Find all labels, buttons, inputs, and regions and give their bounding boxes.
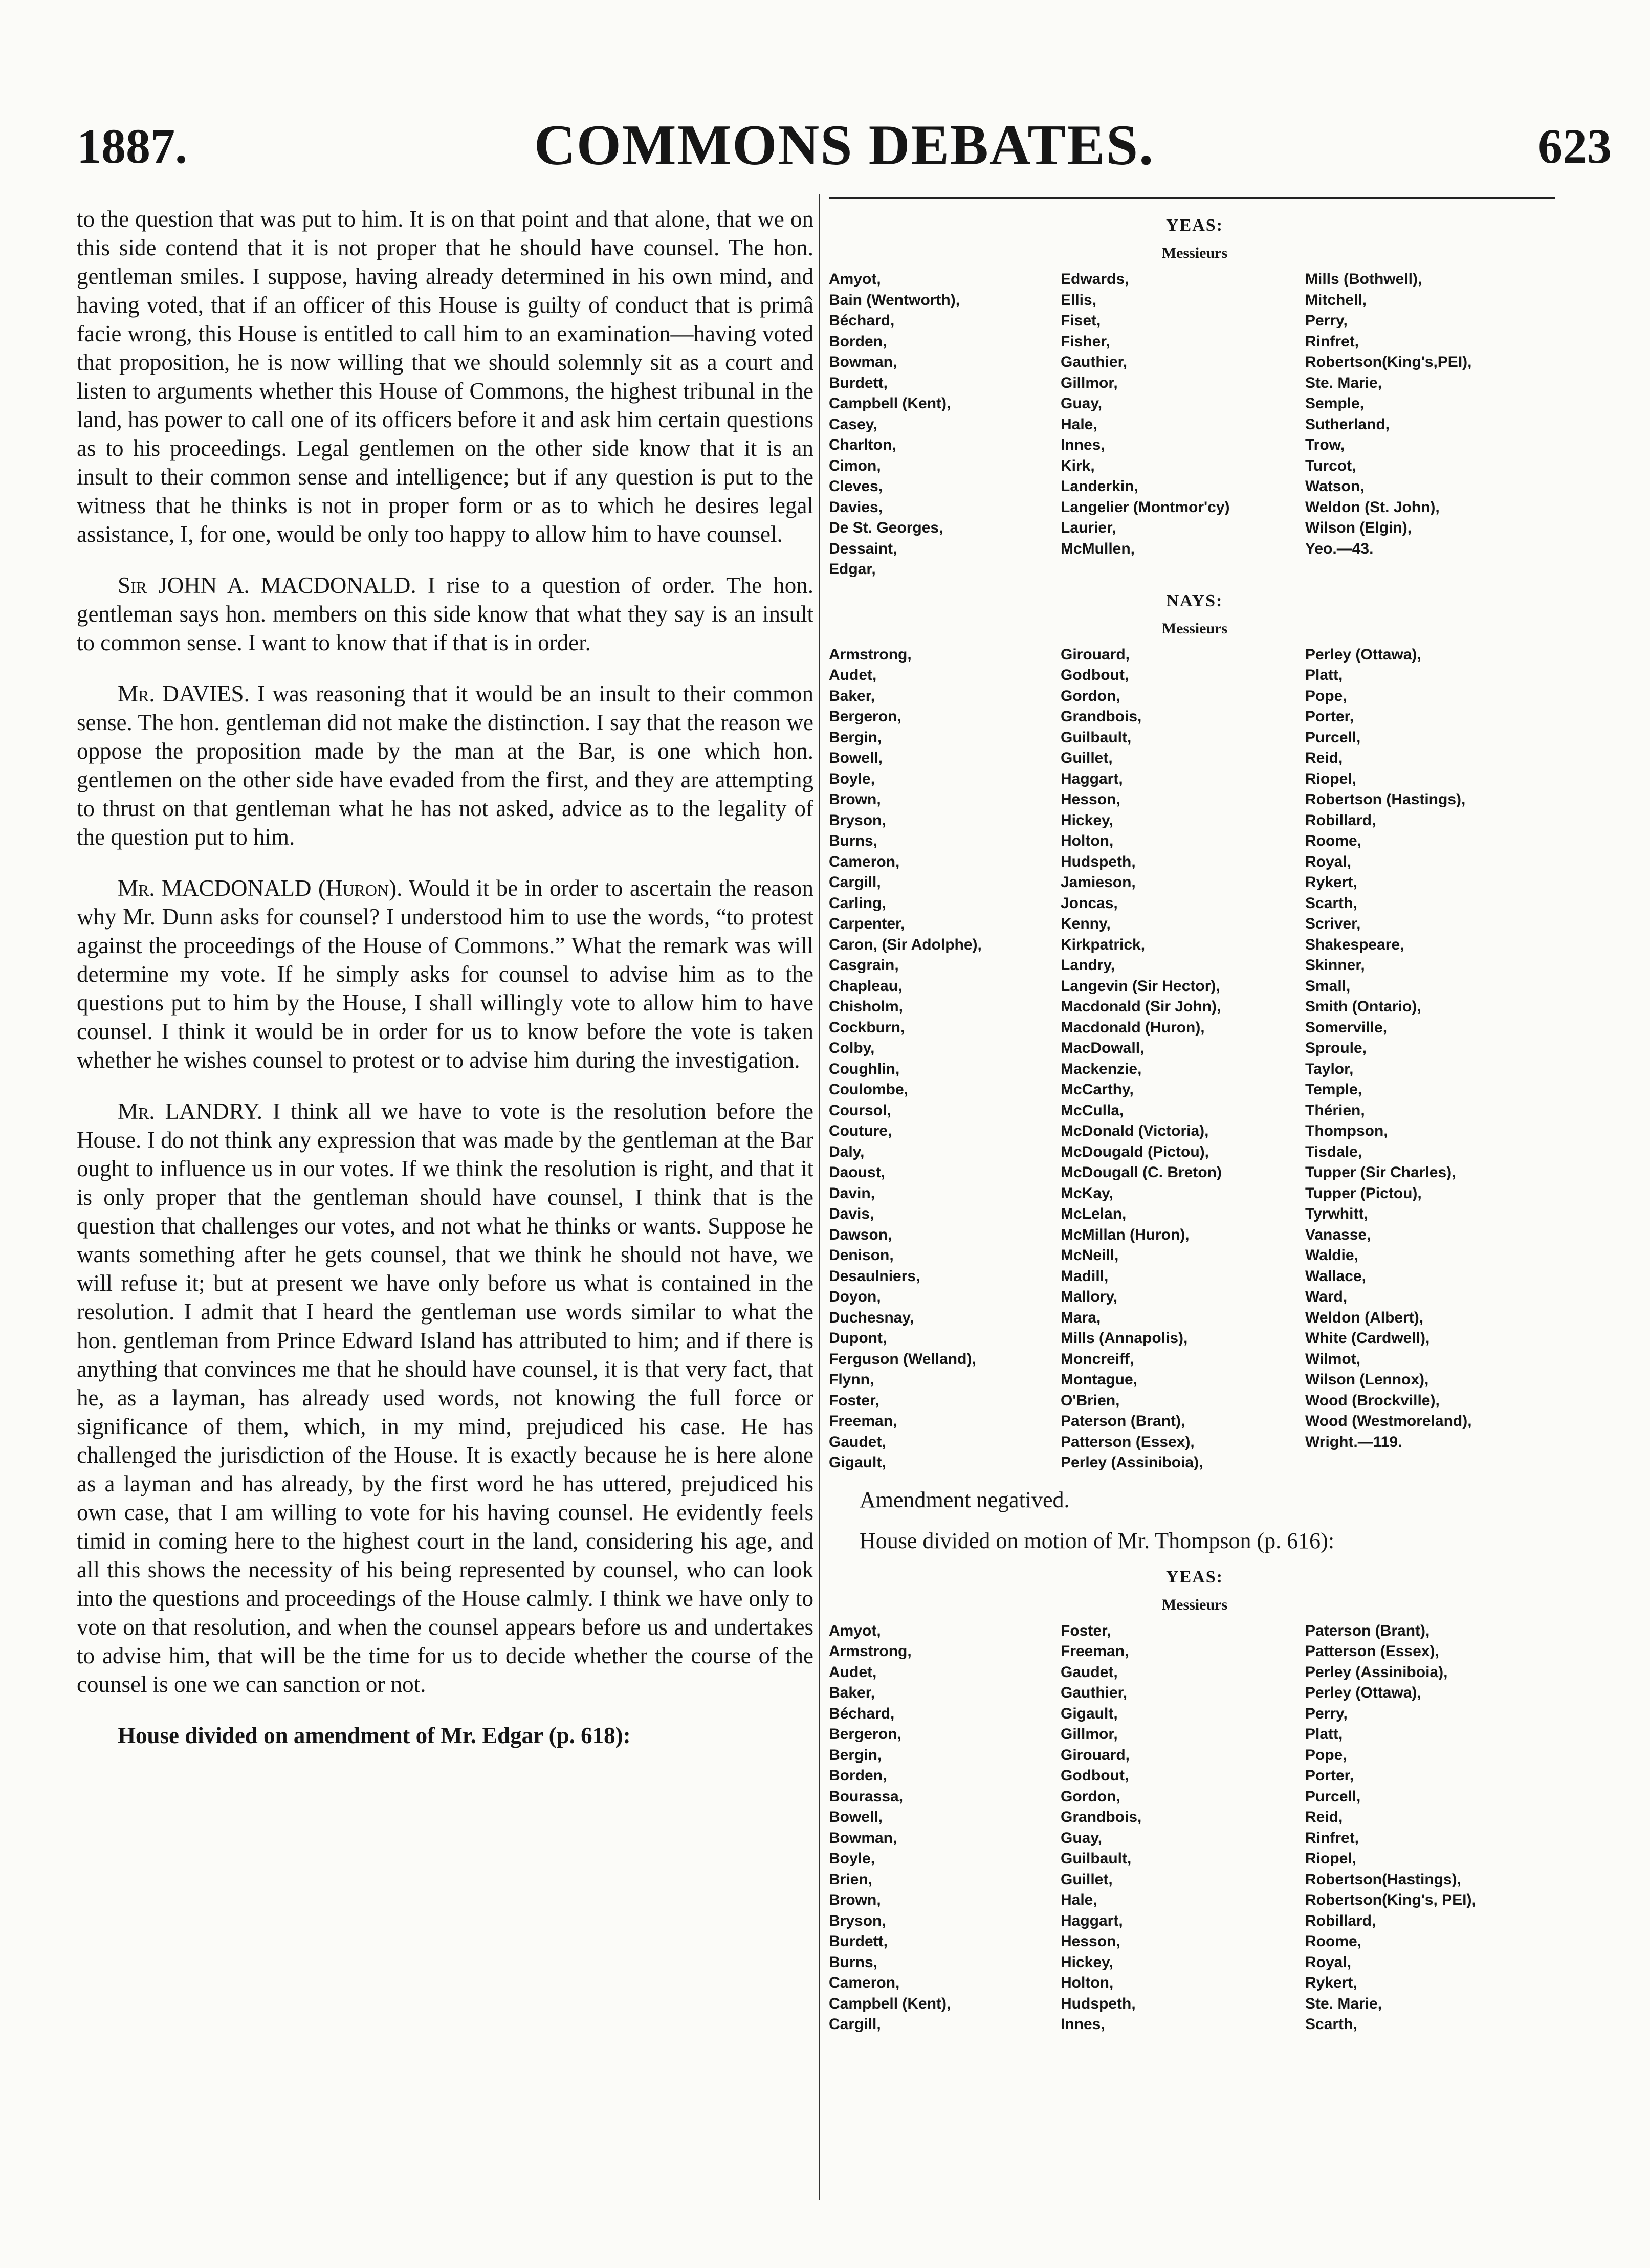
- member-name: Moncreiff,: [1061, 1350, 1134, 1368]
- name-column: [829, 1621, 1057, 2035]
- member-name: Robertson(Hastings),: [1305, 1870, 1462, 1888]
- member-name: Tupper (Sir Charles),: [1305, 1164, 1456, 1181]
- member-name: Haggart,: [1061, 770, 1123, 787]
- member-name: Bowell,: [829, 1809, 883, 1825]
- member-name: Godbout,: [1061, 1767, 1129, 1784]
- member-name: Mackenzie,: [1061, 1060, 1142, 1077]
- nays-names-grid: [829, 645, 1560, 1473]
- member-name: Edgar,: [829, 561, 876, 578]
- member-name: Couture,: [829, 1122, 892, 1139]
- member-name: McKay,: [1061, 1184, 1113, 1202]
- member-name: Godbout,: [1061, 667, 1129, 684]
- member-name: Wilson (Lennox),: [1305, 1371, 1429, 1388]
- messieurs-label: Messieurs: [1161, 1596, 1228, 1613]
- member-name: Wilson (Elgin),: [1305, 519, 1412, 536]
- member-name: Borden,: [829, 1767, 887, 1784]
- member-name: Colby,: [829, 1040, 875, 1056]
- member-name: Porter,: [1305, 1767, 1354, 1784]
- member-name: Campbell (Kent),: [829, 395, 951, 412]
- member-name: Davies,: [829, 498, 883, 516]
- member-name: Boyle,: [829, 1850, 875, 1867]
- member-name: Freeman,: [829, 1413, 897, 1429]
- member-name: Béchard,: [829, 312, 895, 329]
- member-name: Purcell,: [1305, 729, 1361, 746]
- member-name: Desaulniers,: [829, 1267, 920, 1285]
- member-name: Innes,: [1061, 2016, 1105, 2033]
- column-divider: [819, 194, 820, 2200]
- member-name: Wood (Westmoreland),: [1305, 1413, 1472, 1429]
- member-name: Foster,: [829, 1392, 879, 1409]
- nays-label: NAYS:: [1166, 591, 1223, 610]
- page-header: [77, 102, 1612, 179]
- member-name: Turcot,: [1305, 457, 1356, 474]
- header-year: 1887.: [77, 119, 187, 173]
- name-column: [1061, 1621, 1301, 2035]
- speaker-name: Mr. DAVIES.: [118, 681, 250, 707]
- member-name: Jamieson,: [1061, 874, 1136, 891]
- speaker-name: Mr. LANDRY.: [118, 1098, 263, 1124]
- member-name: Riopel,: [1305, 770, 1357, 787]
- member-name: Robillard,: [1305, 811, 1376, 829]
- member-name: Roome,: [1305, 832, 1362, 849]
- member-name: Robertson(King's,PEI),: [1305, 354, 1472, 370]
- name-column: [1061, 269, 1301, 580]
- member-name: Fiset,: [1061, 312, 1101, 329]
- yeas-label: YEAS:: [1165, 1567, 1224, 1587]
- name-column: [1305, 269, 1560, 580]
- member-name: Brown,: [829, 1891, 881, 1908]
- member-name: McMullen,: [1061, 540, 1135, 557]
- member-name: Bowell,: [829, 750, 883, 766]
- header-title: COMMONS DEBATES.: [534, 114, 1155, 177]
- member-name: Hesson,: [1061, 791, 1120, 808]
- member-name: Landerkin,: [1061, 478, 1138, 495]
- member-name: Hickey,: [1061, 811, 1113, 829]
- member-name: Perley (Assiniboia),: [1305, 1663, 1448, 1681]
- member-name: Audet,: [829, 1663, 877, 1681]
- member-name: Gillmor,: [1061, 1726, 1118, 1743]
- member-name: Audet,: [829, 667, 877, 684]
- member-name: Mallory,: [1061, 1288, 1118, 1305]
- member-name: Baker,: [829, 687, 875, 704]
- member-name: De St. Georges,: [829, 519, 943, 536]
- member-name: Bain (Wentworth),: [829, 291, 960, 309]
- member-name: McCulla,: [1061, 1102, 1124, 1119]
- member-name: Watson,: [1305, 478, 1365, 495]
- member-name: Bowman,: [829, 1829, 897, 1846]
- member-name: McDougall (C. Breton): [1061, 1164, 1222, 1181]
- member-name: Gordon,: [1061, 687, 1120, 704]
- member-name: Perley (Ottawa),: [1305, 646, 1421, 663]
- member-name: Girouard,: [1061, 1746, 1130, 1764]
- member-name: Bergeron,: [829, 708, 901, 725]
- member-name: Purcell,: [1305, 1788, 1361, 1805]
- member-name: McLelan,: [1061, 1205, 1127, 1222]
- member-name: Pope,: [1305, 1746, 1347, 1764]
- member-name: Hale,: [1061, 1891, 1097, 1908]
- yeas-label: YEAS:: [1165, 216, 1224, 235]
- member-name: Holton,: [1061, 1974, 1114, 1991]
- member-name: Small,: [1305, 977, 1351, 995]
- yeas-names-grid: [829, 269, 1560, 580]
- member-name: Smith (Ontario),: [1305, 998, 1421, 1015]
- member-name: O'Brien,: [1061, 1392, 1120, 1409]
- member-name: Campbell (Kent),: [829, 1995, 951, 2012]
- member-name: Amyot,: [829, 271, 881, 288]
- member-name: Duchesnay,: [829, 1309, 914, 1326]
- member-name: Baker,: [829, 1684, 875, 1701]
- vote-result: Amendment negatived.: [860, 1487, 1070, 1512]
- member-name: Trow,: [1305, 436, 1345, 453]
- speech-text: I was reasoning that it would be an insult to their common sense. The hon. gentleman did not make the distinction. I say that the reason we oppose the proposition made by the man at the Bar, is one which hon. gentlemen on the other side have evaded from the first, and they are attempting to thrust on that gentleman what he has not asked, advice as to the legality of the question put to him.: [77, 681, 813, 850]
- member-name: Paterson (Brant),: [1305, 1622, 1430, 1639]
- member-name: Ste. Marie,: [1305, 374, 1382, 391]
- paragraph-continuation: to the question that was put to him. It is on that point and that alone, that we on this side contend that it is not proper that he should have counsel. The hon. gentleman smiles. I suppose, having already determined in his own mind, and having voted, that if an officer of this House is guilty of conduct that is primâ facie wrong, this House is entitled to call him to an examination—having voted that proposition, he is now willing that we should solemnly sit as a court and listen to arguments whether this House of Commons, the highest tribunal in the land, has power to call one of its officers before it and ask him certain questions as to his proceedings. Legal gentlemen on the other side know that it is an insult to their common sense and intelligence; but if any question is put to the witness that he thinks is not in proper form or as to which he desires legal assistance, I, for one, would be only too happy to allow him to have counsel.: [77, 206, 813, 547]
- member-name: Rykert,: [1305, 1974, 1357, 1991]
- member-name: Armstrong,: [829, 1643, 912, 1660]
- member-name: Burdett,: [829, 374, 888, 391]
- member-name: McDougald (Pictou),: [1061, 1143, 1209, 1160]
- member-name: Denison,: [829, 1247, 894, 1264]
- member-name: Cameron,: [829, 853, 900, 870]
- speech-landry: [77, 1097, 813, 1699]
- member-name: Tupper (Pictou),: [1305, 1184, 1422, 1202]
- member-name: Thérien,: [1305, 1102, 1365, 1119]
- member-name: Bryson,: [829, 1912, 886, 1929]
- member-name: Burns,: [829, 1953, 878, 1971]
- member-name: Bergin,: [829, 1746, 882, 1764]
- member-name: MacDowall,: [1061, 1040, 1145, 1056]
- division-heading: House divided on motion of Mr. Thompson (p. 616):: [860, 1528, 1335, 1553]
- member-name: Girouard,: [1061, 646, 1130, 663]
- member-name: Kenny,: [1061, 915, 1111, 932]
- member-name: Sproule,: [1305, 1040, 1367, 1056]
- name-column: [1305, 645, 1560, 1473]
- member-name: Ferguson (Welland),: [829, 1350, 976, 1368]
- member-name: Royal,: [1305, 1953, 1352, 1971]
- member-name: McNeill,: [1061, 1247, 1119, 1264]
- member-name: Perley (Ottawa),: [1305, 1684, 1421, 1701]
- member-name: Weldon (St. John),: [1305, 498, 1440, 516]
- member-name: Thompson,: [1305, 1122, 1388, 1139]
- member-name: Brown,: [829, 791, 881, 808]
- member-name: Scarth,: [1305, 894, 1357, 912]
- member-name: Amyot,: [829, 1622, 881, 1639]
- member-name: Casgrain,: [829, 957, 899, 974]
- member-name: Shakespeare,: [1305, 936, 1404, 953]
- member-name: Cargill,: [829, 874, 881, 891]
- member-name: Gigault,: [829, 1454, 886, 1471]
- member-name: Bergin,: [829, 729, 882, 746]
- member-name: Haggart,: [1061, 1912, 1123, 1929]
- member-name: Scriver,: [1305, 915, 1361, 932]
- member-name: Coursol,: [829, 1102, 891, 1119]
- member-name: Bowman,: [829, 354, 897, 370]
- speech-text: Would it be in order to ascertain the reason why Mr. Dunn asks for counsel? I understood him to use the words, “to protest against the proceedings of the House of Commons.” What the remark was will determine my vote. If he simply asks for counsel to advise him as to the questions put to him by the House, I shall willingly vote to allow him to have counsel. I think it would be in order for us to know before the vote is taken whether he wishes counsel to protest or to advise him during the investigation.: [77, 875, 813, 1073]
- member-name: Daly,: [829, 1143, 865, 1160]
- member-name: Cimon,: [829, 457, 881, 474]
- member-name: Bryson,: [829, 811, 886, 829]
- member-name: Gillmor,: [1061, 374, 1118, 391]
- yeas-names-grid: [829, 1621, 1560, 2035]
- member-name: Mills (Annapolis),: [1061, 1330, 1188, 1347]
- member-name: Laurier,: [1061, 519, 1116, 536]
- member-name: Edwards,: [1061, 271, 1129, 288]
- member-name: Davin,: [829, 1184, 875, 1202]
- member-name: Coulombe,: [829, 1081, 908, 1098]
- member-name: Perry,: [1305, 1705, 1348, 1722]
- member-name: Casey,: [829, 415, 877, 433]
- member-name: Burdett,: [829, 1933, 888, 1950]
- member-name: Gigault,: [1061, 1705, 1118, 1722]
- member-name: Mitchell,: [1305, 291, 1367, 309]
- member-name: Rinfret,: [1305, 333, 1359, 350]
- member-name: Perley (Assiniboia),: [1061, 1454, 1203, 1471]
- member-name: Waldie,: [1305, 1247, 1358, 1264]
- member-name: Charlton,: [829, 436, 896, 453]
- member-name: Armstrong,: [829, 646, 912, 663]
- speech-macdonald-john: [77, 571, 813, 657]
- member-name: Gauthier,: [1061, 1684, 1128, 1701]
- member-name: Kirkpatrick,: [1061, 936, 1146, 953]
- member-name: Roome,: [1305, 1933, 1362, 1950]
- member-name: Guay,: [1061, 395, 1103, 412]
- member-name: Madill,: [1061, 1267, 1109, 1285]
- member-name: Hale,: [1061, 415, 1097, 433]
- name-column: [1305, 1621, 1560, 2035]
- member-name: Patterson (Essex),: [1305, 1643, 1439, 1660]
- member-name: Innes,: [1061, 436, 1105, 453]
- member-name: Platt,: [1305, 667, 1343, 684]
- member-name: Gordon,: [1061, 1788, 1120, 1805]
- member-name: Rinfret,: [1305, 1829, 1359, 1846]
- member-name: Burns,: [829, 832, 878, 849]
- member-name: Guillet,: [1061, 1870, 1113, 1888]
- member-name: Hudspeth,: [1061, 1995, 1136, 2012]
- member-name: Chapleau,: [829, 977, 903, 995]
- member-name: Gauthier,: [1061, 354, 1128, 370]
- member-name: McCarthy,: [1061, 1081, 1134, 1098]
- member-name: Wallace,: [1305, 1267, 1366, 1285]
- member-name: Rykert,: [1305, 874, 1357, 891]
- member-name: Semple,: [1305, 395, 1365, 412]
- member-name: Cameron,: [829, 1974, 900, 1991]
- member-name: Yeo.—43.: [1305, 540, 1374, 557]
- member-name: Mara,: [1061, 1309, 1101, 1326]
- member-name: Guay,: [1061, 1829, 1103, 1846]
- member-name: Robertson(King's, PEI),: [1305, 1891, 1476, 1908]
- member-name: Tyrwhitt,: [1305, 1205, 1368, 1222]
- speaker-name: Mr. MACDONALD (Huron).: [118, 875, 403, 901]
- member-name: Macdonald (Huron),: [1061, 1019, 1205, 1036]
- speech-text: I think all we have to vote is the resolution before the House. I do not think any expression that was made by the gentleman at the Bar ought to influence us in our votes. If we think the resolution is right, and that it is only proper that the gentleman should have counsel, I think that is the question that challenges our votes, and not what he thinks or wants. Suppose he wants something after he gets counsel, that we think he should not have, we will refuse it; but at present we have only before us what is contained in the resolution. I admit that I heard the gentleman use words similar to what the hon. gentleman from Prince Edward Island has attributed to him; and if there is anything that convinces me that he should have counsel, it is that very fact, that he, as a layman, has already used words, not knowing the full force or significance of them, which, in my mind, prejudiced his case. He has challenged the jurisdiction of the House. It is exactly because he is here alone as a layman and has already, by the first word he has uttered, prejudiced his own case, that I am willing to vote for his having counsel. He evidently feels timid in coming here to the highest court in the land, considering his age, and all this shows the necessity of his being represented by counsel, who can look into the questions and proceedings of the House calmly. I think we have only to vote on that resolution, and when the counsel appears before us and undertakes to advise him, that will be the time for us to decide whether the course of the counsel is one we can sanction or not.: [77, 1098, 813, 1697]
- member-name: Borden,: [829, 333, 887, 350]
- member-name: Wright.—119.: [1305, 1433, 1402, 1450]
- member-name: Perry,: [1305, 312, 1348, 329]
- member-name: McMillan (Huron),: [1061, 1226, 1190, 1243]
- member-name: Guilbault,: [1061, 729, 1132, 746]
- member-name: Dessaint,: [829, 540, 897, 557]
- member-name: Sutherland,: [1305, 415, 1390, 433]
- member-name: Weldon (Albert),: [1305, 1309, 1424, 1326]
- speech-text: I rise to a question of order. The hon. gentleman says hon. members on this side know that what they say is an insult to common sense. I want to know that if that is in order.: [77, 572, 813, 655]
- member-name: Ward,: [1305, 1288, 1348, 1305]
- member-name: Joncas,: [1061, 894, 1118, 912]
- member-name: Davis,: [829, 1205, 874, 1222]
- top-rule: [829, 197, 1555, 199]
- member-name: Skinner,: [1305, 957, 1365, 974]
- member-name: Ellis,: [1061, 291, 1097, 309]
- member-name: McDonald (Victoria),: [1061, 1122, 1209, 1139]
- member-name: Bourassa,: [829, 1788, 904, 1805]
- member-name: Béchard,: [829, 1705, 895, 1722]
- member-name: Cockburn,: [829, 1019, 905, 1036]
- member-name: Langelier (Montmor'cy): [1061, 498, 1230, 516]
- member-name: Pope,: [1305, 687, 1347, 704]
- name-column: [1061, 645, 1301, 1473]
- member-name: Cargill,: [829, 2016, 881, 2033]
- member-name: Langevin (Sir Hector),: [1061, 977, 1220, 995]
- member-name: Ste. Marie,: [1305, 1995, 1382, 2012]
- member-name: Wood (Brockville),: [1305, 1392, 1440, 1409]
- member-name: Mills (Bothwell),: [1305, 271, 1422, 288]
- member-name: Chisholm,: [829, 998, 904, 1015]
- member-name: Robertson (Hastings),: [1305, 791, 1466, 808]
- member-name: Doyon,: [829, 1288, 881, 1305]
- speaker-name: Sir JOHN A. MACDONALD.: [118, 572, 416, 598]
- member-name: Caron, (Sir Adolphe),: [829, 936, 982, 953]
- member-name: Scarth,: [1305, 2016, 1357, 2033]
- header-page-number: 623: [1538, 119, 1612, 173]
- messieurs-label: Messieurs: [1161, 245, 1228, 261]
- member-name: Cleves,: [829, 478, 883, 495]
- member-name: Grandbois,: [1061, 708, 1142, 725]
- division-heading: House divided on amendment of Mr. Edgar (p. 618):: [118, 1723, 631, 1748]
- member-name: Carling,: [829, 894, 886, 912]
- member-name: Hickey,: [1061, 1953, 1113, 1971]
- member-name: Wilmot,: [1305, 1350, 1361, 1368]
- member-name: Grandbois,: [1061, 1809, 1142, 1825]
- left-column: [77, 205, 813, 2200]
- name-column: [829, 645, 1057, 1473]
- member-name: Guillet,: [1061, 750, 1113, 766]
- member-name: Carpenter,: [829, 915, 905, 932]
- member-name: Vanasse,: [1305, 1226, 1371, 1243]
- member-name: Bergeron,: [829, 1726, 901, 1743]
- member-name: Patterson (Essex),: [1061, 1433, 1195, 1450]
- member-name: Hesson,: [1061, 1933, 1120, 1950]
- member-name: Freeman,: [1061, 1643, 1129, 1660]
- member-name: Taylor,: [1305, 1060, 1354, 1077]
- member-name: Reid,: [1305, 1809, 1343, 1825]
- member-name: Gaudet,: [829, 1433, 886, 1450]
- member-name: Tisdale,: [1305, 1143, 1362, 1160]
- messieurs-label: Messieurs: [1161, 620, 1228, 637]
- member-name: Boyle,: [829, 770, 875, 787]
- member-name: Robillard,: [1305, 1912, 1376, 1929]
- name-column: [829, 269, 1057, 580]
- member-name: Somerville,: [1305, 1019, 1388, 1036]
- right-column: [829, 205, 1560, 2200]
- member-name: Guilbault,: [1061, 1850, 1132, 1867]
- member-name: Fisher,: [1061, 333, 1110, 350]
- member-name: Dawson,: [829, 1226, 892, 1243]
- member-name: Foster,: [1061, 1622, 1111, 1639]
- speech-davies: [77, 679, 813, 851]
- member-name: Royal,: [1305, 853, 1352, 870]
- member-name: Paterson (Brant),: [1061, 1413, 1185, 1429]
- member-name: Temple,: [1305, 1081, 1362, 1098]
- member-name: Coughlin,: [829, 1060, 900, 1077]
- member-name: White (Cardwell),: [1305, 1330, 1430, 1347]
- member-name: Landry,: [1061, 957, 1115, 974]
- member-name: Reid,: [1305, 750, 1343, 766]
- member-name: Flynn,: [829, 1371, 874, 1388]
- member-name: Daoust,: [829, 1164, 886, 1181]
- member-name: Hudspeth,: [1061, 853, 1136, 870]
- member-name: Platt,: [1305, 1726, 1343, 1743]
- member-name: Holton,: [1061, 832, 1114, 849]
- member-name: Riopel,: [1305, 1850, 1357, 1867]
- member-name: Kirk,: [1061, 457, 1095, 474]
- member-name: Dupont,: [829, 1330, 887, 1347]
- member-name: Porter,: [1305, 708, 1354, 725]
- member-name: Montague,: [1061, 1371, 1137, 1388]
- member-name: Gaudet,: [1061, 1663, 1118, 1681]
- member-name: Brien,: [829, 1870, 873, 1888]
- speech-macdonald-huron: [77, 874, 813, 1074]
- member-name: Macdonald (Sir John),: [1061, 998, 1221, 1015]
